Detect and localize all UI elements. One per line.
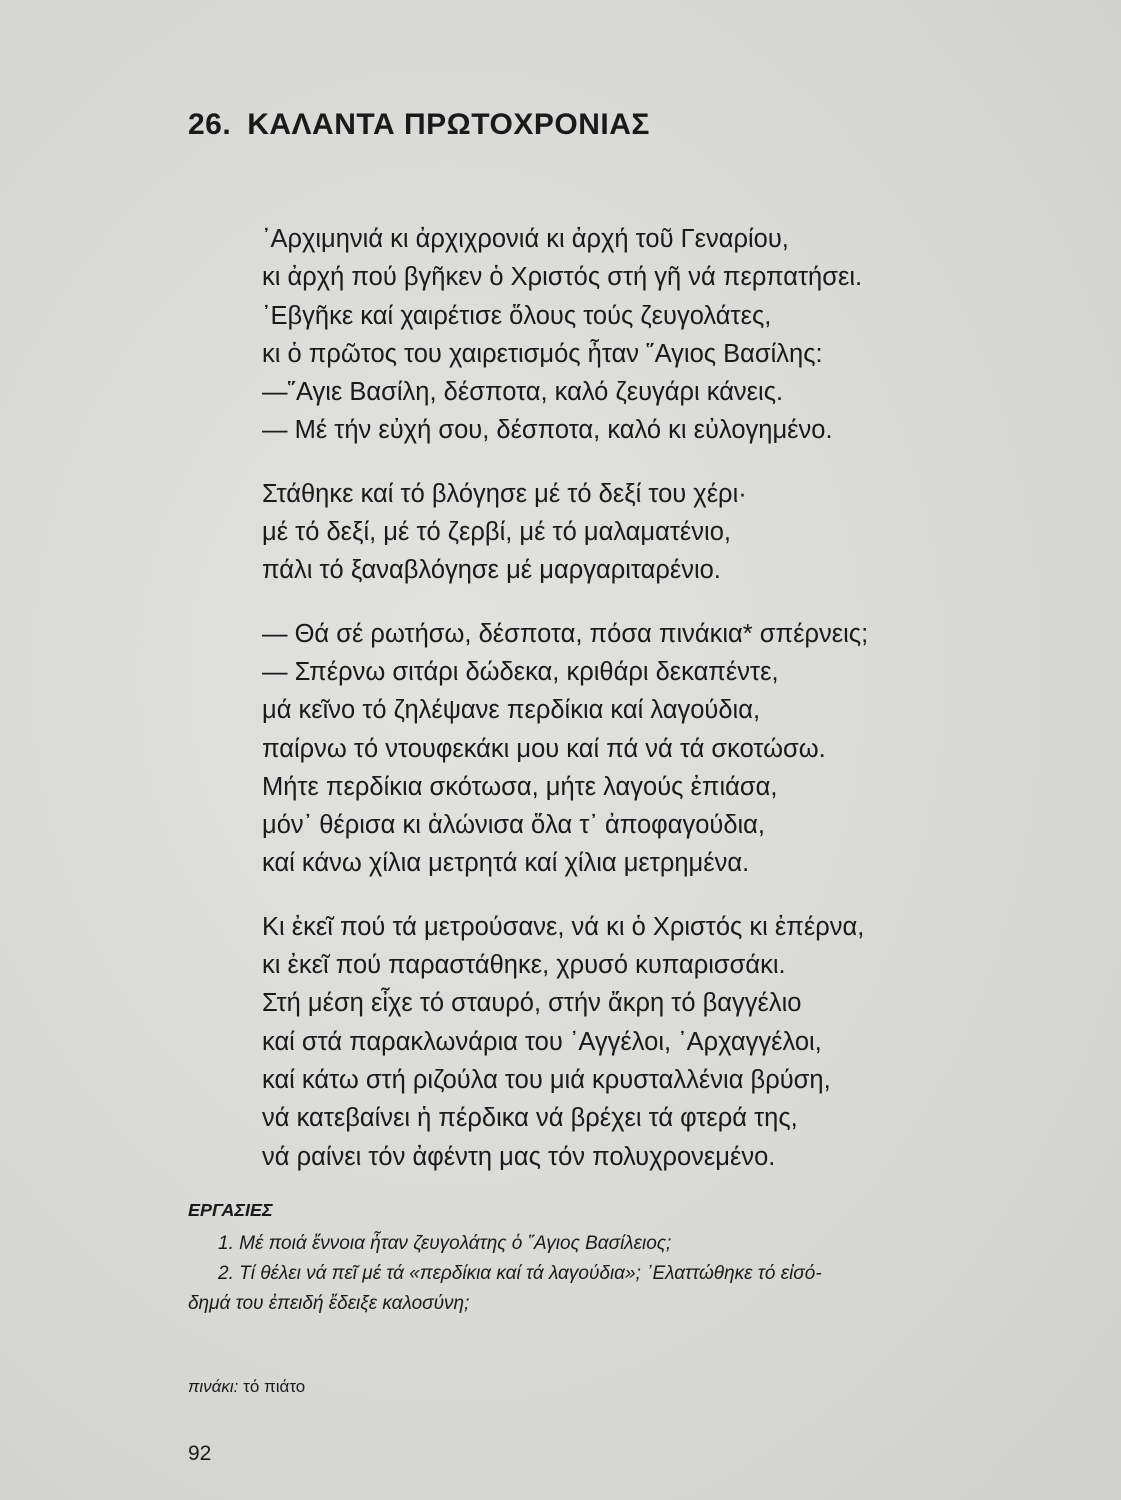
exercise-text: 1. Μέ ποιά ἔννοια ἦταν ζευγολάτης ὁ ῞Αγιος Βασίλειος; [218,1233,672,1254]
chapter-number: 26. [188,108,232,141]
poem-line: νά ραίνει τόν ἀφέντη μας τόν πολυχρονεμένο. [262,1142,776,1171]
poem-line: μά κεῖνο τό ζηλέψανε περδίκια καί λαγούδια, [262,696,761,725]
poem-line: Μήτε περδίκια σκότωσα, μήτε λαγούς ἐπιάσα, [262,772,778,801]
stanza [262,475,1082,590]
poem-line: καί κάνω χίλια μετρητά καί χίλια μετρημένα. [262,849,750,878]
poem-line: — Μέ τήν εὐχή σου, δέσποτα, καλό κι εὐλογημένο. [262,416,833,445]
page-number: 92 [188,1442,212,1465]
exercises-section [188,1200,1048,1319]
poem-line: καί στά παρακλωνάρια του ᾿Αγγέλοι, ᾿Αρχαγγέλοι, [262,1027,822,1056]
stanza [262,615,1082,883]
exercise-item [188,1259,1048,1319]
page-title [188,108,650,142]
footnote-definition: τό πιάτο [243,1377,306,1396]
poem-line: κι ἀρχή πού βγῆκεν ὁ Χριστός στή γῆ νά περπατήσει. [262,263,863,292]
stanza [262,220,1082,450]
exercise-text: 2. Τί θέλει νά πεῖ μέ τά «περδίκια καί τά λαγούδια»; ᾿Ελαττώθηκε τό εἰσό- [218,1263,822,1284]
exercise-item [188,1229,1048,1259]
poem-line: κι ὁ πρῶτος του χαιρετισμός ἦταν ῞Αγιος Βασίλης: [262,339,823,368]
poem-line: κι ἐκεῖ πού παραστάθηκε, χρυσό κυπαρισσάκι. [262,951,786,980]
poem-line: μέ τό δεξί, μέ τό ζερβί, μέ τό μαλαματένιο, [262,518,731,547]
poem-line: παίρνω τό ντουφεκάκι μου καί πά νά τά σκοτώσω. [262,734,826,763]
poem-line: Στάθηκε καί τό βλόγησε μέ τό δεξί του χέρι· [262,479,747,508]
poem-line: — Σπέρνω σιτάρι δώδεκα, κριθάρι δεκαπέντε, [262,657,779,686]
poem-line: Στή μέση εἶχε τό σταυρό, στήν ἄκρη τό βαγγέλιο [262,989,802,1018]
poem-line: ᾿Εβγῆκε καί χαιρέτισε ὅλους τούς ζευγολάτες, [262,301,772,330]
stanza [262,908,1082,1176]
poem-line: καί κάτω στή ριζούλα του μιά κρυσταλλένια βρύση, [262,1065,831,1094]
poem-line: Κι ἐκεῖ πού τά μετρούσανε, νά κι ὁ Χριστός κι ἐπέρνα, [262,912,865,941]
poem-line: μόν᾿ θέρισα κι ἁλώνισα ὅλα τ᾿ ἀποφαγούδια, [262,811,766,840]
chapter-title: ΚΑΛΑΝΤΑ ΠΡΩΤΟΧΡΟΝΙΑΣ [247,108,650,141]
exercise-text-continuation: δημά του ἐπειδή ἔδειξε καλοσύνη; [188,1293,470,1314]
poem-line: νά κατεβαίνει ἡ πέρδικα νά βρέχει τά φτερά της, [262,1104,798,1133]
footnote-term: πινάκι: [188,1377,239,1396]
exercises-heading: ΕΡΓΑΣΙΕΣ [188,1200,273,1220]
poem-line: —῞Αγιε Βασίλη, δέσποτα, καλό ζευγάρι κάνεις. [262,378,784,407]
poem-line: πάλι τό ξαναβλόγησε μέ μαργαριταρένιο. [262,556,721,585]
footnote [188,1377,305,1397]
poem [262,220,1082,1201]
poem-line: ᾿Αρχιμηνιά κι ἀρχιχρονιά κι ἀρχή τοῦ Γεναρίου, [262,225,789,253]
poem-line: — Θά σέ ρωτήσω, δέσποτα, πόσα πινάκια* σπέρνεις; [262,619,869,648]
